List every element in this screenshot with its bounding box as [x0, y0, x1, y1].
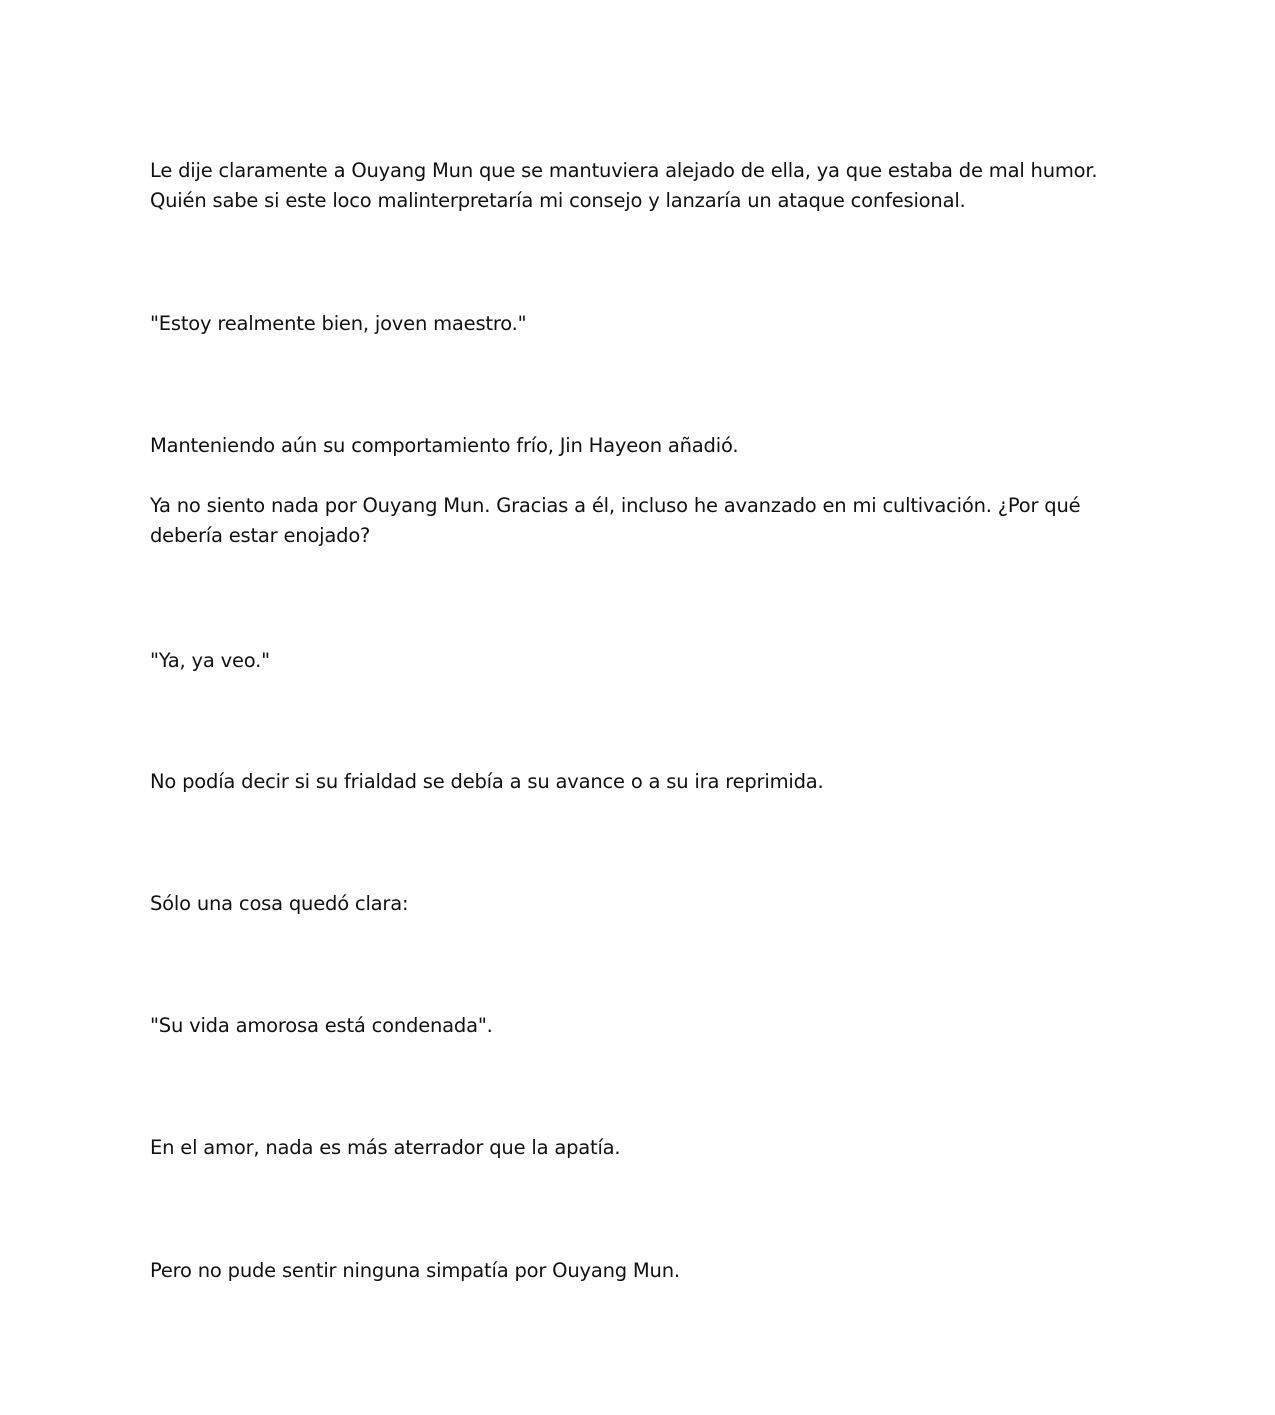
paragraph: No podía decir si su frialdad se debía a su avance o a su ira reprimida.: [150, 770, 824, 793]
paragraph: Ya no siento nada por Ouyang Mun. Gracias a él, incluso he avanzado en mi cultivación. ¿Por qué debería estar enojado?: [150, 494, 1081, 547]
paragraph: "Ya, ya veo.": [150, 649, 270, 672]
paragraph: Manteniendo aún su comportamiento frío, Jin Hayeon añadió.: [150, 434, 739, 457]
paragraph: "Estoy realmente bien, joven maestro.": [150, 312, 527, 335]
paragraph: Pero no pude sentir ninguna simpatía por Ouyang Mun.: [150, 1259, 680, 1282]
paragraph: En el amor, nada es más aterrador que la apatía.: [150, 1136, 621, 1159]
paragraph: Sólo una cosa quedó clara:: [150, 892, 409, 915]
paragraph: Le dije claramente a Ouyang Mun que se mantuviera alejado de ella, ya que estaba de mal humor. Quién sabe si este loco malinterpretaría mi consejo y lanzaría un ataque confesional.: [150, 159, 1098, 212]
paragraph: "Su vida amorosa está condenada".: [150, 1014, 493, 1037]
